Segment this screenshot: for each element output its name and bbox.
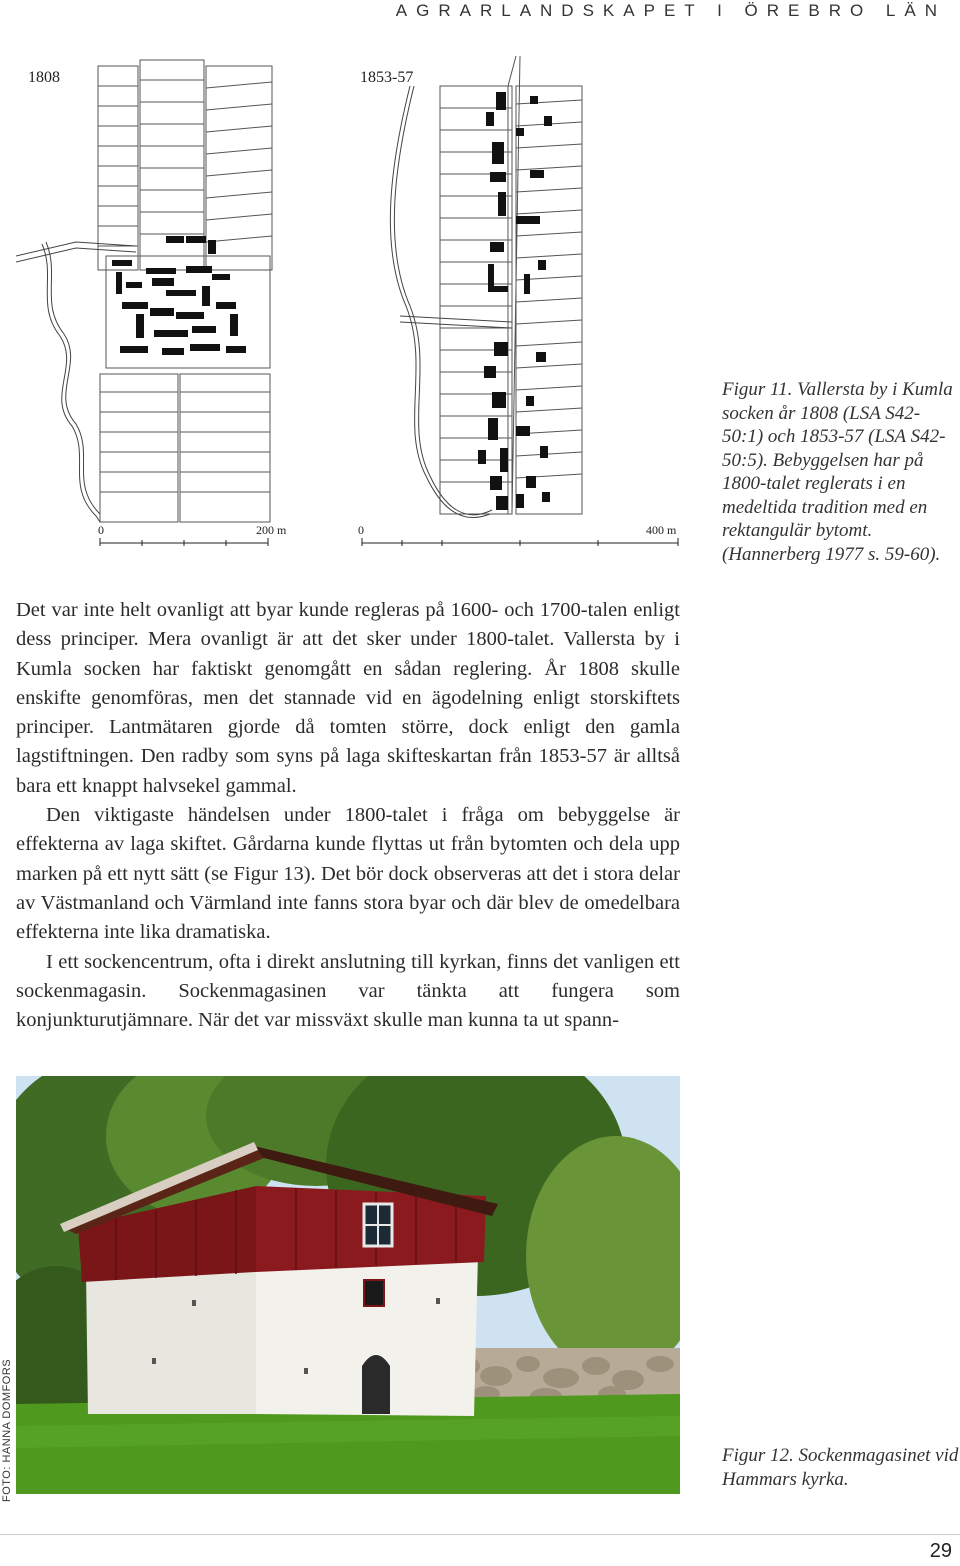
map-1808-scale-end: 200 m bbox=[256, 523, 287, 537]
map-1808 bbox=[16, 46, 304, 552]
paragraph-1: Det var inte helt ovanligt att byar kunde regleras på 1600- och 1700-talen enligt dess principer. Mera ovanligt är att det sker under 1800-talet. Vallersta by i Kumla socken har faktiskt genomgått en sådan reglering. År 1808 skulle enskifte genomföras, men det stannade vid en ägodelning enligt storskiftets principer. Lantmätaren gjorde då tomten större, dock enligt den gamla lagstiftningen. Den radby som syns på laga skifteskartan från 1853-57 är alltså bara ett knappt halvsekel gammal. bbox=[16, 599, 680, 797]
map-1853-57-scale-end: 400 m bbox=[646, 523, 677, 537]
map-1808-strips bbox=[16, 60, 272, 522]
map-1808-year-label: 1808 bbox=[28, 69, 60, 86]
figure-12-caption: Figur 12. Sockenmagasinet vid Hammars kyrka. bbox=[722, 1445, 959, 1490]
map-1808-scale-bar bbox=[100, 538, 268, 546]
sockenmagasin-photo bbox=[16, 1076, 680, 1494]
body-text bbox=[16, 596, 680, 1035]
paragraph-2: Den viktigaste händelsen under 1800-talet i fråga om bebyggelse är effekterna av laga skiftet. Gårdarna kunde flyttas ut från bytomten och dela upp marken på ett nytt sätt (se Figur 13). Det bör dock observeras att det i stora delar av Västmanland och Värmland inte fanns stora byar och där blev de omedelbara effekterna inte lika dramatiska. bbox=[16, 804, 680, 944]
page-number: 29 bbox=[929, 1540, 952, 1562]
map-1853-57-scale-start: 0 bbox=[358, 523, 364, 537]
map-1808-buildings bbox=[112, 236, 246, 355]
map-1853-57-scale-bar bbox=[362, 538, 678, 546]
map-1808-scale-start: 0 bbox=[98, 523, 104, 537]
map-1808-drawing bbox=[16, 46, 304, 552]
map-1853-57 bbox=[340, 46, 680, 552]
figure-11-caption: Figur 11. Vallersta by i Kumla socken år 1808 (LSA S42-50:1) och 1853-57 (LSA S42-50:5). Bebyggelsen har på 1800-talet reglerats i en medeltida tradition med en rektangulär bytomt. (Hannerberg 1977 s. 59-60). bbox=[722, 379, 953, 565]
bottom-rule bbox=[0, 1534, 960, 1535]
sockenmagasin-illustration bbox=[16, 1076, 680, 1494]
map-1853-57-drawing bbox=[340, 46, 680, 552]
map-1853-57-year-label: 1853-57 bbox=[360, 69, 414, 86]
photo-credit: FOTO: HANNA DOMFORS bbox=[1, 1358, 13, 1502]
map-1853-57-buildings bbox=[478, 92, 552, 510]
paragraph-3: I ett sockencentrum, ofta i direkt anslutning till kyrkan, finns det vanligen ett sockenmagasin. Sockenmagasinen var tänkta att fungera som konjunkturutjämnare. När det var missväxt skulle man kunna ta ut spann- bbox=[16, 950, 680, 1032]
running-head: AGRARLANDSKAPET I ÖREBRO LÄN bbox=[395, 1, 946, 20]
